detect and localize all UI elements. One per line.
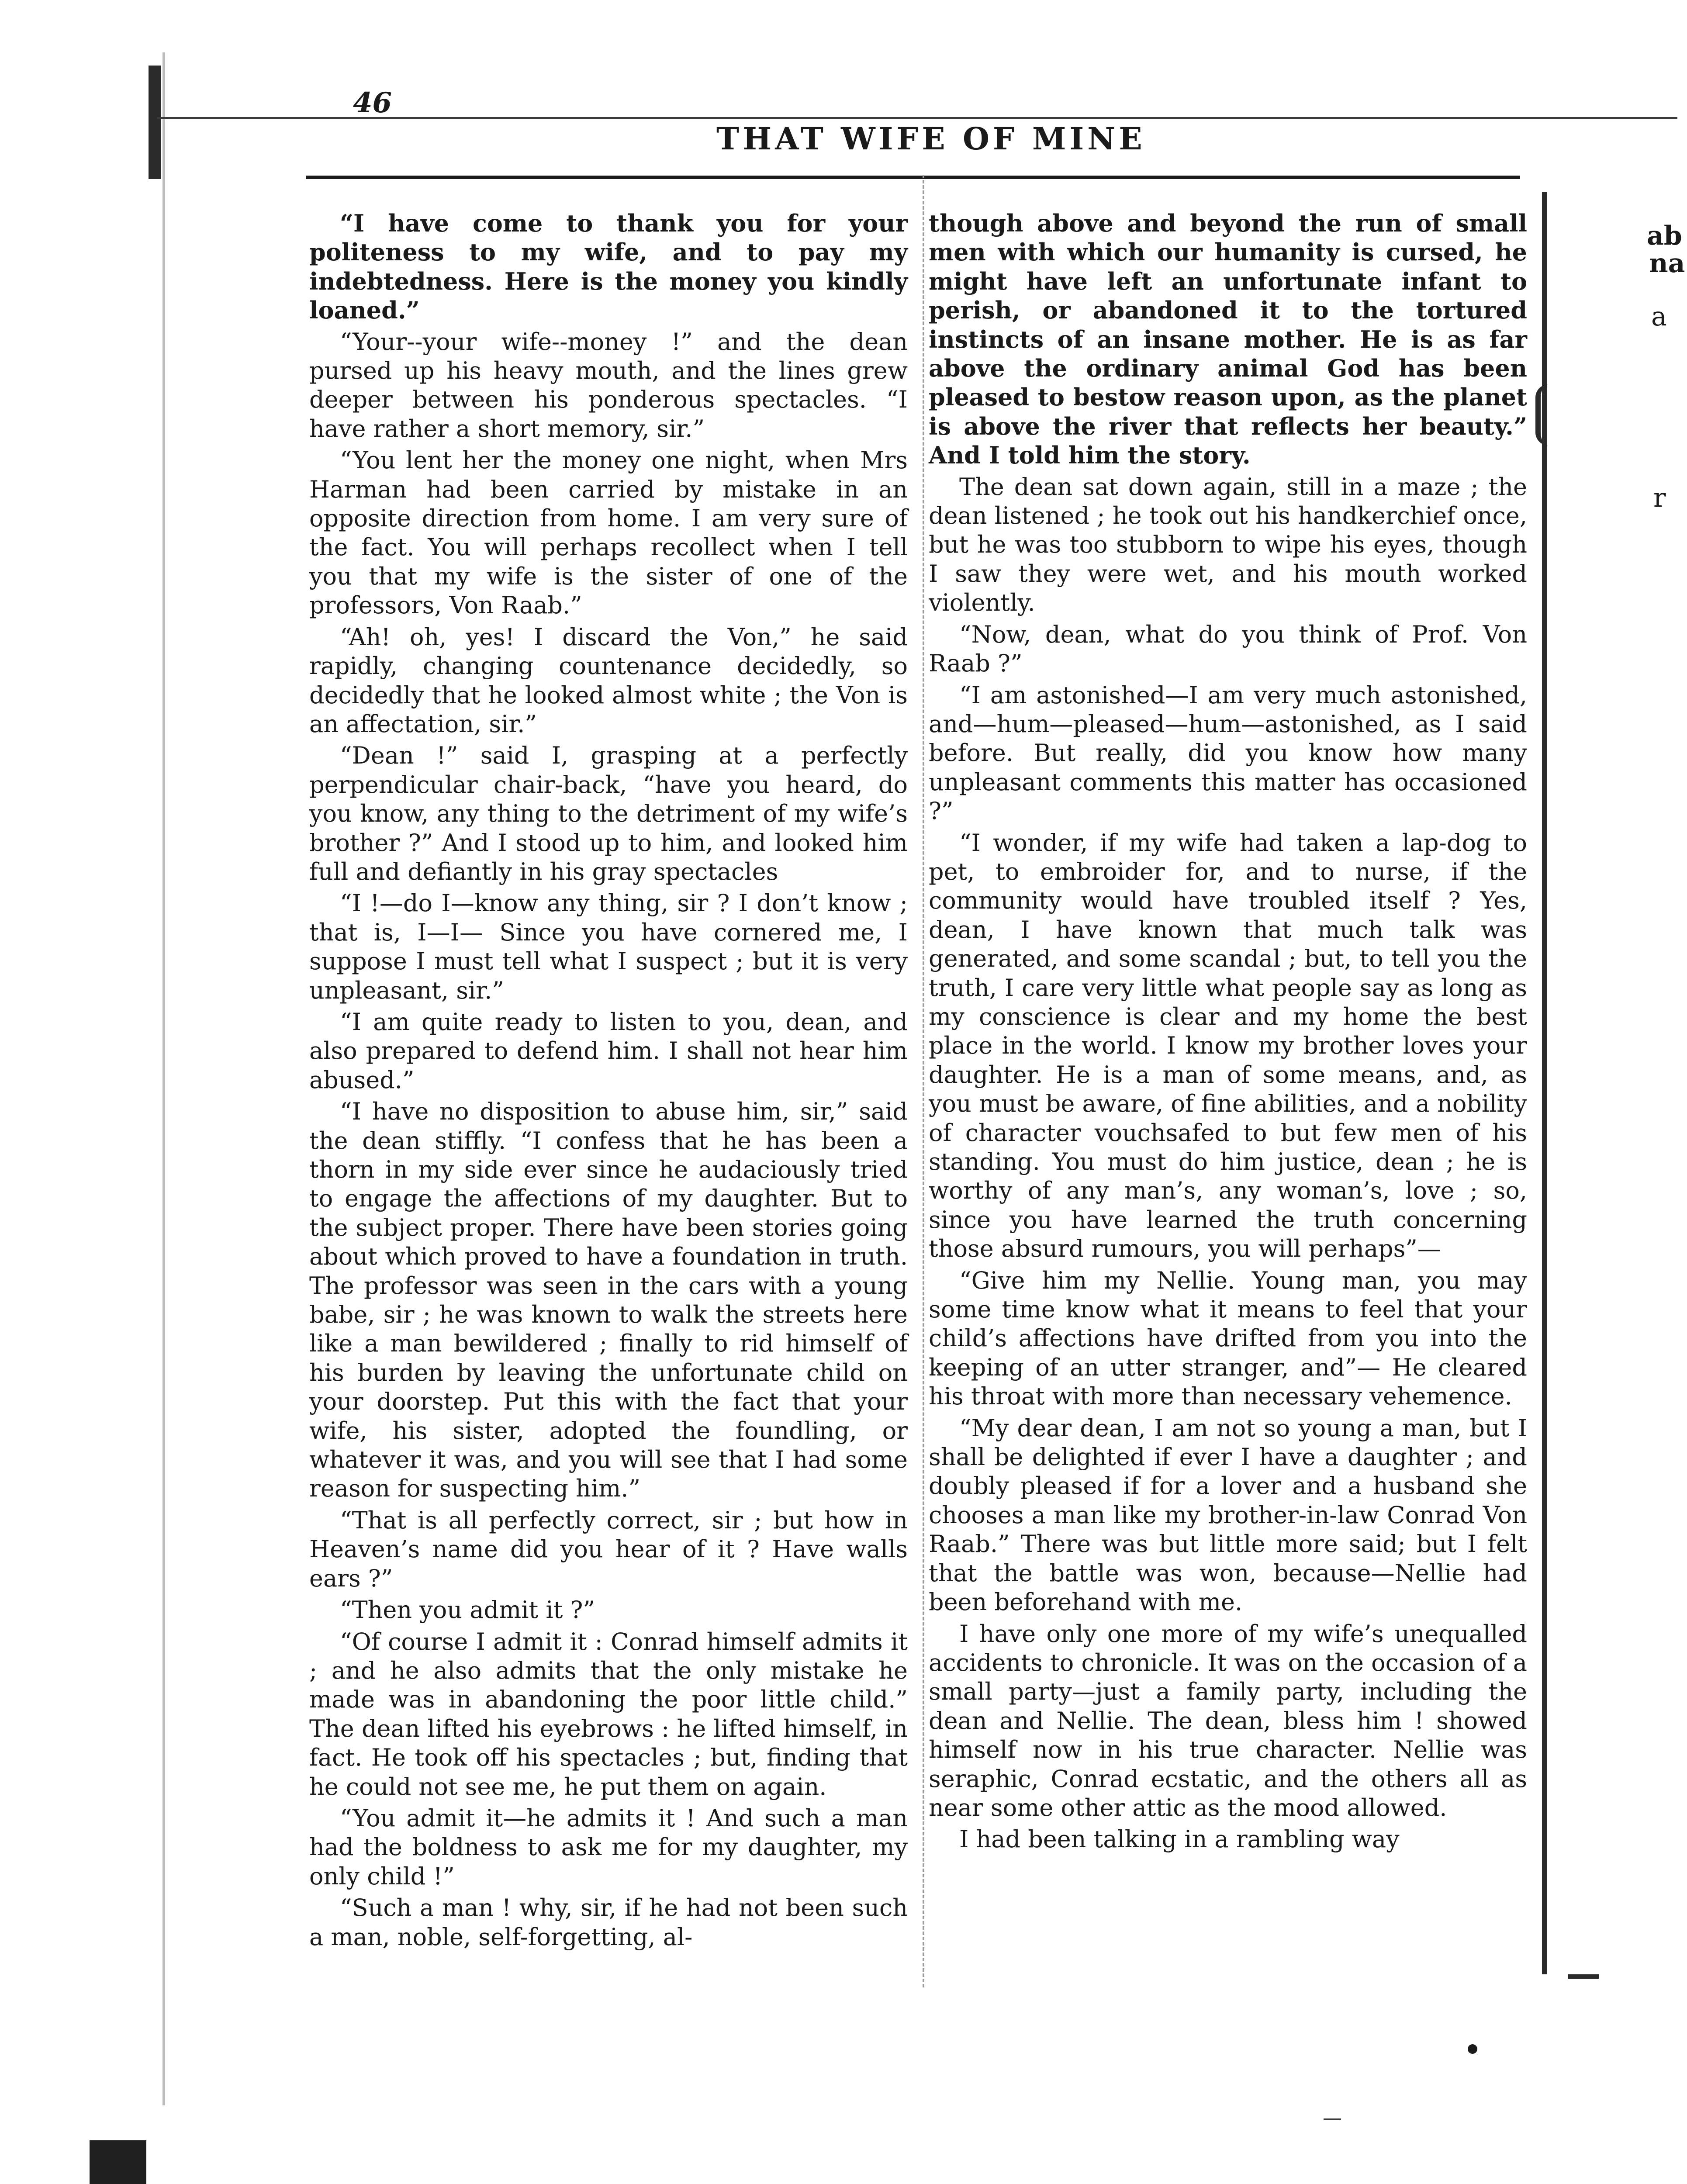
running-title: THAT WIFE OF MINE [716, 121, 1146, 157]
margin-bleed-text: ab [1647, 221, 1682, 251]
paragraph: “I am quite ready to listen to you, dean, and also prepared to defend him. I shall not hear him abused.” [309, 1008, 908, 1094]
paragraph: though above and beyond the run of small men with which our humanity is cursed, he might have left an unfortunate infant to perish, or abandoned it to the tortured instincts of an insane mother. He is as far above the ordinary animal God has been pleased to bestow reason upon, as the planet is above the river that reflects her beauty.” And I told him the story. [929, 209, 1527, 470]
page-number: 46 [353, 86, 392, 119]
margin-bleed-text: r [1653, 483, 1666, 513]
right-margin-hook [1535, 384, 1558, 446]
paragraph: I had been talking in a rambling way [959, 1825, 1400, 1853]
paragraph: “I wonder, if my wife had taken a lap-dog to pet, to embroider for, and to nurse, if the community would have troubled itself ? Yes, dean, I have known that much talk was generated, and some scandal ; but, to tell you the truth, I care very little what people say as long as my conscience is clear and my home the best place in the world. I know my brother loves your daughter. He is a man of some means, and, as you must be aware, of fine abilities, and a nobility of character vouchsafed to but few men of his standing. You must do him justice, dean ; he is worthy of any man’s, any woman’s, love ; so, since you have learned the truth concerning those absurd rumours, you will perhaps”— [929, 829, 1527, 1263]
paragraph: “I have no disposition to abuse him, sir,” said the dean stiffly. “I confess that he has been a thorn in my side ever since he audaciously tried to engage the affections of my daughter. But to the subject proper. There have been stories going about which proved to have a foundation in truth. The professor was seen in the cars with a young babe, sir ; he was known to walk the streets here like a man bewildered ; finally to rid himself of his burden by leaving the unfortunate child on your doorstep. Put this with the fact that your wife, his sister, adopted the foundling, or whatever it was, and you will see that I had some reason for suspecting him.” [309, 1098, 908, 1503]
paragraph: “You lent her the money one night, when Mrs Harman had been carried by mistake in an opposite direction from home. I am very sure of the fact. You will perhaps recollect when I tell you that my wife is the sister of one of the professors, Von Raab.” [309, 446, 908, 619]
paragraph: “I am astonished—I am very much astonished, and—hum—pleased—hum—astonished, as I said before. But really, did you know how many unpleasant comments this matter has occasioned ?” [929, 681, 1527, 825]
paragraph: “Give him my Nellie. Young man, you may some time know what it means to feel that your child’s affections have drifted from you into the keeping of an utter stranger, and”— He cleared his throat with more than necessary vehemence. [929, 1266, 1527, 1410]
paragraph: “My dear dean, I am not so young a man, but I shall be delighted if ever I have a daughter ; and doubly pleased if for a lover and a husband she chooses a man like my brother-in-law Conrad Von Raab.” There was but little more said; but I felt that the battle was won, because—Nellie had been beforehand with me. [929, 1414, 1527, 1616]
right-column [929, 209, 1527, 1854]
scan-edge-mark [149, 66, 161, 179]
paragraph: “Dean !” said I, grasping at a perfectly perpendicular chair-back, “have you heard, do you know, any thing to the detriment of my wife’s brother ?” And I stood up to him, and looked him full and defiantly in his gray spectacles [309, 742, 908, 885]
paragraph: “You admit it—he admits it ! And such a man had the boldness to ask me for my daughter, my only child !” [309, 1804, 908, 1890]
footer-dash [1324, 2118, 1341, 2120]
header-rule [306, 176, 1520, 179]
paragraph: “Then you admit it ?” [340, 1596, 595, 1624]
paragraph: “Of course I admit it : Conrad himself admits it ; and he also admits that the only mistake he made was in abandoning the poor little child.” The dean lifted his eyebrows : he lifted himself, in fact. He took off his spectacles ; but, finding that he could not see me, he put them on again. [309, 1628, 908, 1800]
margin-bleed-text: na [1649, 248, 1685, 279]
paragraph: “I !—do I—know any thing, sir ? I don’t know ; that is, I—I— Since you have cornered me, I suppose I must tell what I suspect ; but it is very unpleasant, sir.” [309, 889, 908, 1004]
paragraph: I have only one more of my wife’s unequalled accidents to chronicle. It was on the occasion of a small party—just a family party, including the dean and Nellie. The dean, bless him ! showed himself now in his true character. Nellie was seraphic, Conrad ecstatic, and the others all as near some other attic as the mood allowed. [929, 1620, 1527, 1821]
paragraph: “Such a man ! why, sir, if he had not been such a man, noble, self-forgetting, al- [309, 1894, 908, 1951]
right-margin-tick [1568, 1974, 1599, 1979]
right-margin-rule [1542, 192, 1547, 1974]
scan-edge-line [162, 52, 165, 2105]
margin-bleed-text: a [1651, 301, 1667, 332]
ink-dot [1468, 2044, 1477, 2054]
scan-corner-block [90, 2140, 146, 2184]
paragraph: “Your--your wife--money !” and the dean pursed up his heavy mouth, and the lines grew deeper between his ponderous spectacles. “I have rather a short memory, sir.” [309, 328, 908, 442]
paragraph: “Now, dean, what do you think of Prof. Von Raab ?” [929, 620, 1527, 677]
left-column [309, 209, 908, 1952]
paragraph: The dean sat down again, still in a maze ; the dean listened ; he took out his handkerchief once, but he was too stubborn to wipe his eyes, though I saw they were wet, and his mouth worked violently. [929, 473, 1527, 617]
paragraph: “That is all perfectly correct, sir ; but how in Heaven’s name did you hear of it ? Have walls ears ?” [309, 1506, 908, 1592]
paragraph: “Ah! oh, yes! I discard the Von,” he said rapidly, changing countenance decidedly, so decidedly that he looked almost white ; the Von is an affectation, sir.” [309, 623, 908, 738]
column-divider [923, 175, 924, 1987]
paragraph: “I have come to thank you for your politeness to my wife, and to pay my indebtedness. Here is the money you kindly loaned.” [309, 209, 908, 325]
